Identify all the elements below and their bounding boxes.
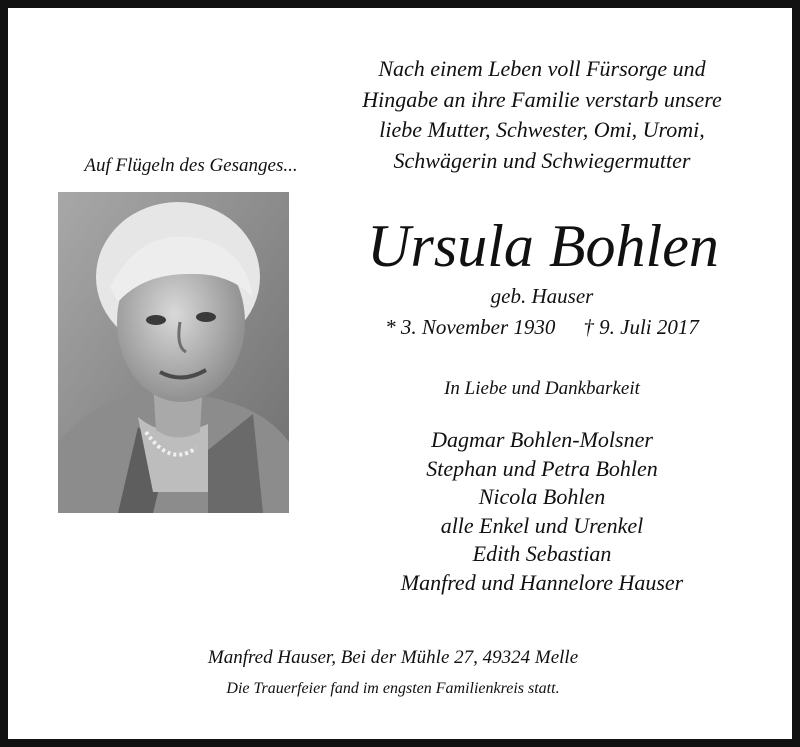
death-date: † 9. Juli 2017 [583, 315, 699, 339]
mourner: alle Enkel und Urenkel [440, 512, 644, 538]
mourner: Stephan und Petra Bohlen [426, 455, 658, 481]
portrait-photo [58, 192, 289, 513]
intro-line: Schwägerin und Schwiegermutter [393, 147, 691, 173]
birth-date: * 3. November 1930 [385, 315, 556, 339]
mourner: Dagmar Bohlen-Molsner [431, 427, 653, 452]
intro-text [328, 54, 756, 176]
mourner: Nicola Bohlen [478, 484, 606, 510]
motto: Auf Flügeln des Gesanges... [84, 155, 298, 176]
mourner: Manfred und Hannelore Hauser [400, 569, 684, 595]
contact-address: Manfred Hauser, Bei der Mühle 27, 49324 Melle [207, 647, 579, 668]
mourners-list [328, 426, 756, 598]
life-dates [328, 313, 756, 341]
intro-line: Nach einem Leben voll Fürsorge und [378, 56, 706, 81]
deceased-name: Ursula Bohlen [367, 213, 719, 279]
intro-line: Hingabe an ihre Familie verstarb unsere [362, 86, 722, 112]
mourner: Edith Sebastian [472, 541, 612, 567]
funeral-note: Die Trauerfeier fand im engsten Familienkreis statt. [226, 680, 560, 697]
dedication: In Liebe und Dankbarkeit [444, 378, 640, 399]
maiden-name: geb. Hauser [490, 284, 594, 308]
intro-line: liebe Mutter, Schwester, Omi, Uromi, [379, 117, 705, 142]
